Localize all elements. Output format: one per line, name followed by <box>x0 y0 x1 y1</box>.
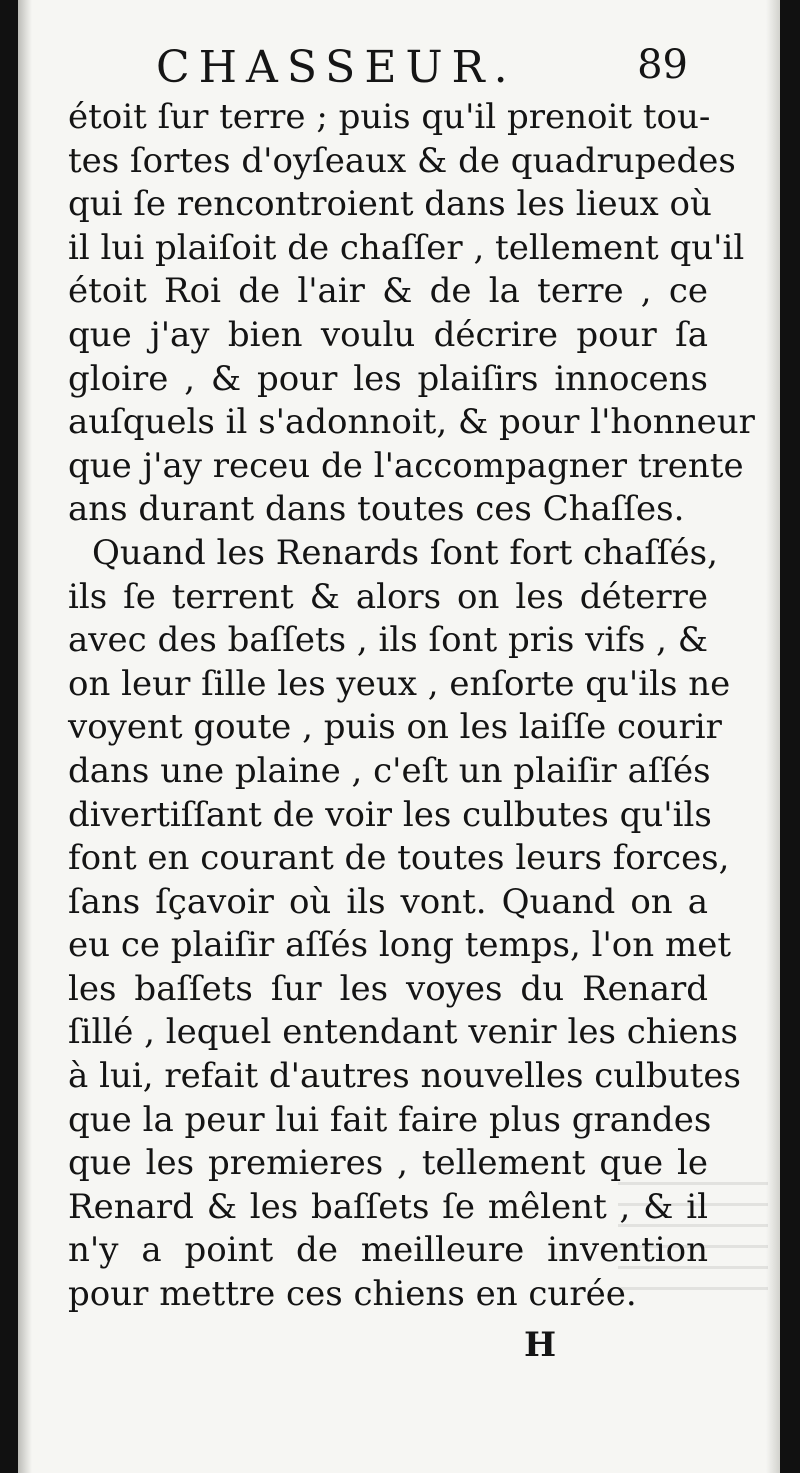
text-line: gloire , & pour les plaiſirs innocens <box>68 358 708 399</box>
text-line: Quand les Renards ſont fort chaſſés, <box>92 532 718 573</box>
page-right-edge <box>766 0 780 1473</box>
text-line: étoit ſur terre ; puis qu'il prenoit tou- <box>68 97 711 137</box>
page-left-edge <box>18 0 32 1473</box>
text-line: eu ce plaiſir aſſés long temps, l'on met <box>68 925 731 966</box>
text-line: que les premieres , tellement que le <box>68 1143 708 1184</box>
running-head: CHASSEUR. <box>156 42 517 93</box>
text-line: on leur ſille les yeux , enſorte qu'ils ne <box>68 663 731 704</box>
text-line: que j'ay receu de l'accompagner trente <box>68 445 744 486</box>
text-line: ils ſe terrent & alors on les déterre <box>68 576 708 617</box>
text-line: que j'ay bien voulu décrire pour ſa <box>68 314 708 355</box>
text-line: dans une plaine , c'eſt un plaiſir aſſés <box>68 750 711 791</box>
page-header <box>18 42 780 102</box>
text-line: Renard & les baſſets ſe mêlent , & il <box>68 1186 708 1227</box>
text-line: voyent goute , puis on les laiſſe courir <box>68 707 722 748</box>
text-line: pour mettre ces chiens en curée. <box>68 1274 637 1315</box>
page-body <box>68 96 755 1317</box>
text-line: qui ſe rencontroient dans les lieux où <box>68 184 712 225</box>
signature-mark: H <box>524 1325 557 1365</box>
text-line: étoit Roi de l'air & de la terre , ce <box>68 271 708 312</box>
text-line: auſquels il s'adonnoit, & pour l'honneur <box>68 402 755 443</box>
text-line: ſans ſçavoir où ils vont. Quand on a <box>68 881 708 922</box>
text-line: n'y a point de meilleure invention <box>68 1230 708 1271</box>
text-line: font en courant de toutes leurs forces, <box>68 838 730 879</box>
text-line: avec des baſſets , ils ſont pris vifs , & <box>68 620 708 661</box>
text-line: ſillé , lequel entendant venir les chiens <box>68 1012 739 1053</box>
text-line: que la peur lui fait faire plus grandes <box>68 1099 712 1140</box>
text-line: les baſſets ſur les voyes du Renard <box>68 968 708 1009</box>
text-line: à lui, refait d'autres nouvelles culbutes <box>68 1056 741 1097</box>
text-line: tes ſortes d'oyſeaux & de quadrupedes <box>68 140 736 181</box>
text-line: ans durant dans toutes ces Chaſſes. <box>68 489 685 530</box>
page-number: 89 <box>637 42 688 88</box>
book-page <box>18 0 780 1473</box>
text-line: il lui plaiſoit de chaſſer , tellement qu'il <box>68 227 745 268</box>
text-line: divertiſſant de voir les culbutes qu'ils <box>68 794 712 835</box>
